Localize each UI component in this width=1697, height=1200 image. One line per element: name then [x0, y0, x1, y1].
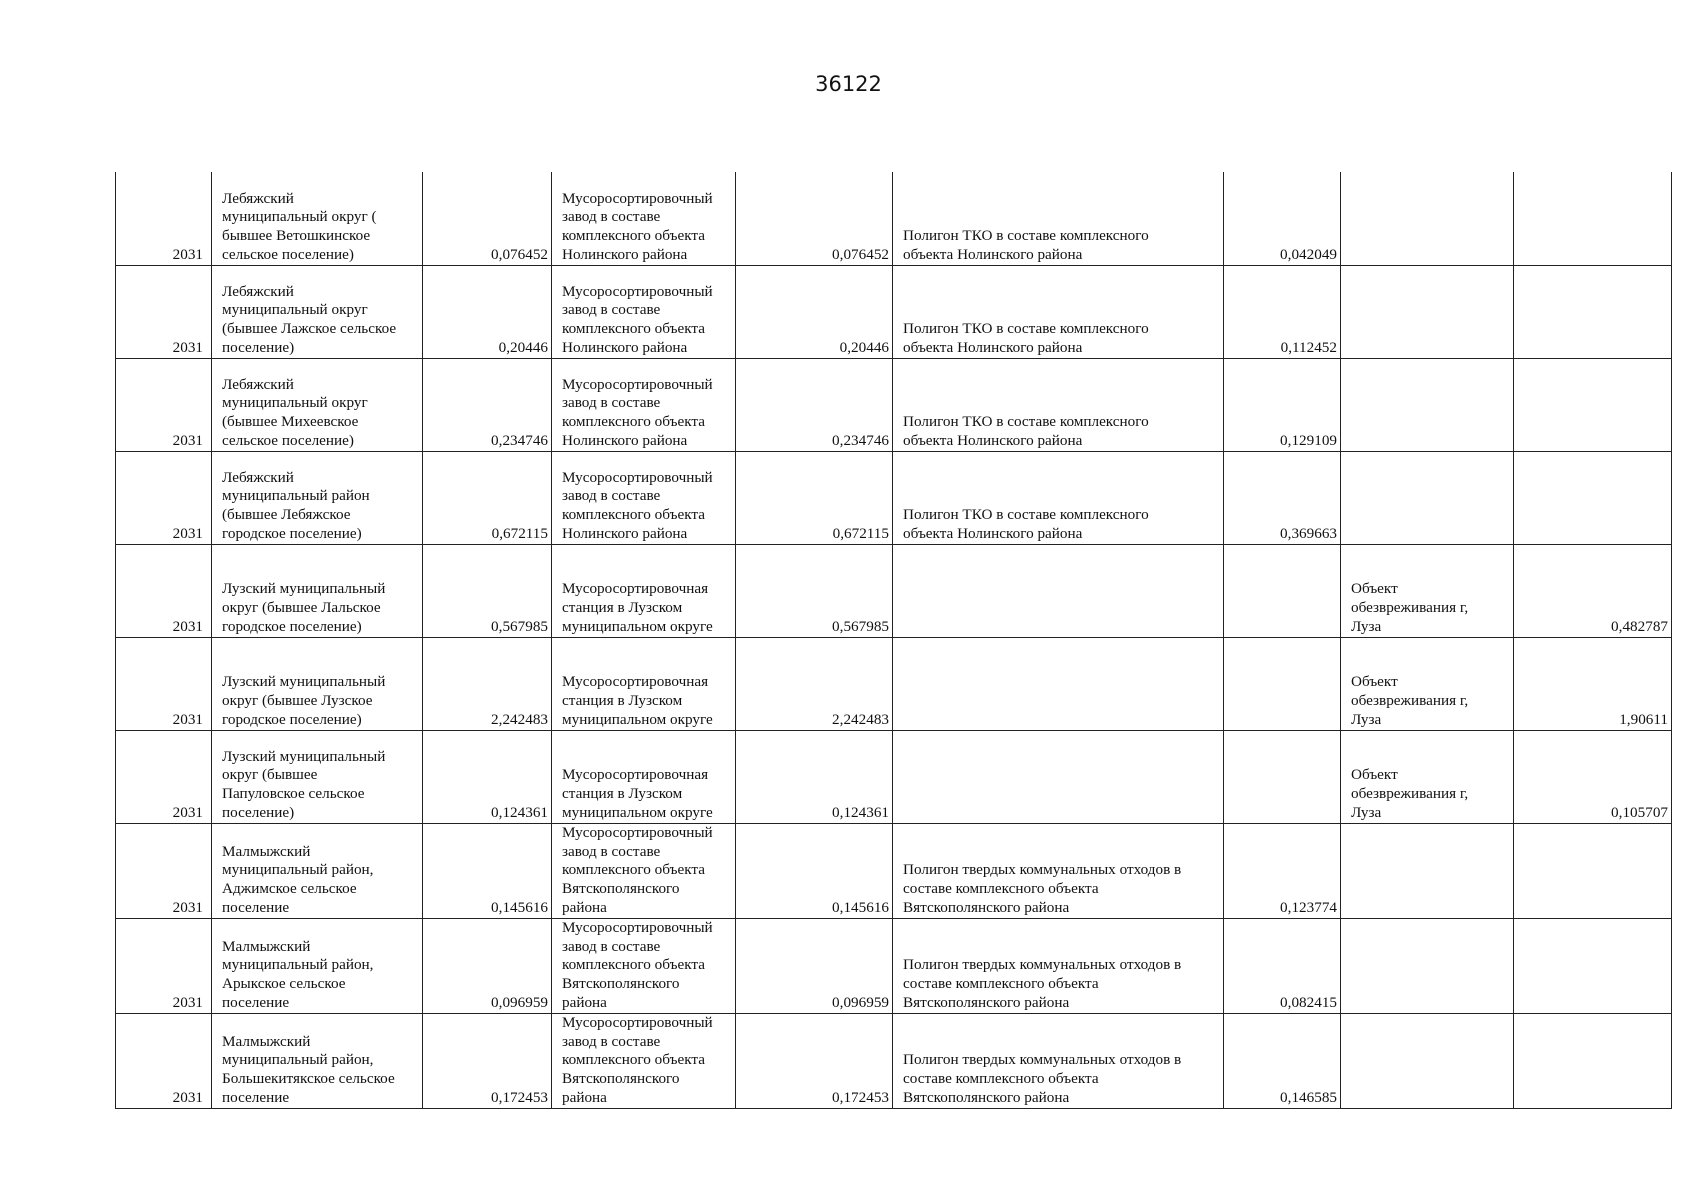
disposal-facility-cell: Полигон ТКО в составе комплексного объекта Нолинского района — [893, 265, 1224, 358]
disposal-facility-cell — [893, 637, 1224, 730]
neutralization-volume-cell — [1514, 265, 1672, 358]
disposal-volume-cell: 0,146585 — [1224, 1013, 1341, 1108]
neutralization-facility-cell — [1341, 358, 1514, 451]
neutralization-facility-cell — [1341, 172, 1514, 265]
sorting-facility-cell: Мусоросортировочный завод в составе комплексного объекта Вятскополянского района — [552, 918, 736, 1013]
disposal-volume-cell — [1224, 544, 1341, 637]
table-row — [116, 1013, 1672, 1108]
neutralization-facility-cell: Объект обезвреживания г, Луза — [1341, 730, 1514, 823]
neutralization-facility-cell: Объект обезвреживания г, Луза — [1341, 544, 1514, 637]
volume-cell: 0,124361 — [423, 730, 552, 823]
disposal-volume-cell: 0,042049 — [1224, 172, 1341, 265]
sorting-volume-cell: 0,124361 — [736, 730, 893, 823]
neutralization-volume-cell — [1514, 1013, 1672, 1108]
neutralization-volume-cell: 0,482787 — [1514, 544, 1672, 637]
sorting-volume-cell: 0,234746 — [736, 358, 893, 451]
volume-cell: 2,242483 — [423, 637, 552, 730]
disposal-facility-cell: Полигон твердых коммунальных отходов в составе комплексного объекта Вятскополянского района — [893, 1013, 1224, 1108]
volume-cell: 0,172453 — [423, 1013, 552, 1108]
table-row — [116, 544, 1672, 637]
table-row — [116, 823, 1672, 918]
disposal-facility-cell: Полигон ТКО в составе комплексного объекта Нолинского района — [893, 172, 1224, 265]
sorting-volume-cell: 0,076452 — [736, 172, 893, 265]
sorting-facility-cell: Мусоросортировочный завод в составе комплексного объекта Нолинского района — [552, 265, 736, 358]
table-row — [116, 451, 1672, 544]
territory-cell: Малмыжский муниципальный район, Большекитякское сельское поселение — [212, 1013, 423, 1108]
volume-cell: 0,567985 — [423, 544, 552, 637]
sorting-volume-cell: 0,096959 — [736, 918, 893, 1013]
sorting-volume-cell: 2,242483 — [736, 637, 893, 730]
neutralization-facility-cell — [1341, 918, 1514, 1013]
disposal-facility-cell — [893, 730, 1224, 823]
territory-cell: Малмыжский муниципальный район, Аджимское сельское поселение — [212, 823, 423, 918]
neutralization-volume-cell — [1514, 918, 1672, 1013]
table-row — [116, 265, 1672, 358]
year-cell: 2031 — [116, 451, 212, 544]
sorting-facility-cell: Мусоросортировочный завод в составе комплексного объекта Нолинского района — [552, 451, 736, 544]
sorting-facility-cell: Мусоросортировочный завод в составе комплексного объекта Нолинского района — [552, 172, 736, 265]
sorting-facility-cell: Мусоросортировочная станция в Лузском муниципальном округе — [552, 730, 736, 823]
volume-cell: 0,20446 — [423, 265, 552, 358]
volume-cell: 0,096959 — [423, 918, 552, 1013]
neutralization-facility-cell — [1341, 265, 1514, 358]
territory-cell: Лебяжский муниципальный округ (бывшее Михеевское сельское поселение) — [212, 358, 423, 451]
disposal-facility-cell — [893, 544, 1224, 637]
year-cell: 2031 — [116, 544, 212, 637]
disposal-volume-cell: 0,082415 — [1224, 918, 1341, 1013]
sorting-facility-cell: Мусоросортировочный завод в составе комплексного объекта Нолинского района — [552, 358, 736, 451]
disposal-facility-cell: Полигон твердых коммунальных отходов в составе комплексного объекта Вятскополянского района — [893, 823, 1224, 918]
territory-cell: Лебяжский муниципальный район (бывшее Лебяжское городское поселение) — [212, 451, 423, 544]
year-cell: 2031 — [116, 172, 212, 265]
sorting-facility-cell: Мусоросортировочный завод в составе комплексного объекта Вятскополянского района — [552, 823, 736, 918]
disposal-volume-cell: 0,112452 — [1224, 265, 1341, 358]
table-body — [116, 172, 1672, 1108]
year-cell: 2031 — [116, 1013, 212, 1108]
year-cell: 2031 — [116, 637, 212, 730]
sorting-facility-cell: Мусоросортировочная станция в Лузском муниципальном округе — [552, 637, 736, 730]
disposal-facility-cell: Полигон ТКО в составе комплексного объекта Нолинского района — [893, 451, 1224, 544]
sorting-facility-cell: Мусоросортировочная станция в Лузском муниципальном округе — [552, 544, 736, 637]
volume-cell: 0,076452 — [423, 172, 552, 265]
sorting-volume-cell: 0,172453 — [736, 1013, 893, 1108]
table-row — [116, 358, 1672, 451]
disposal-volume-cell — [1224, 730, 1341, 823]
neutralization-volume-cell — [1514, 451, 1672, 544]
neutralization-volume-cell: 0,105707 — [1514, 730, 1672, 823]
disposal-volume-cell: 0,123774 — [1224, 823, 1341, 918]
sorting-volume-cell: 0,145616 — [736, 823, 893, 918]
sorting-volume-cell: 0,20446 — [736, 265, 893, 358]
year-cell: 2031 — [116, 265, 212, 358]
disposal-volume-cell: 0,369663 — [1224, 451, 1341, 544]
volume-cell: 0,234746 — [423, 358, 552, 451]
volume-cell: 0,672115 — [423, 451, 552, 544]
page-number: 36122 — [815, 72, 882, 96]
territory-cell: Лузский муниципальный округ (бывшее Лальское городское поселение) — [212, 544, 423, 637]
sorting-volume-cell: 0,567985 — [736, 544, 893, 637]
neutralization-facility-cell — [1341, 823, 1514, 918]
sorting-facility-cell: Мусоросортировочный завод в составе комплексного объекта Вятскополянского района — [552, 1013, 736, 1108]
neutralization-facility-cell — [1341, 451, 1514, 544]
disposal-volume-cell: 0,129109 — [1224, 358, 1341, 451]
disposal-facility-cell: Полигон твердых коммунальных отходов в составе комплексного объекта Вятскополянского района — [893, 918, 1224, 1013]
year-cell: 2031 — [116, 358, 212, 451]
table-row — [116, 637, 1672, 730]
territory-cell: Лузский муниципальный округ (бывшее Папуловское сельское поселение) — [212, 730, 423, 823]
year-cell: 2031 — [116, 823, 212, 918]
territory-cell: Лузский муниципальный округ (бывшее Лузское городское поселение) — [212, 637, 423, 730]
table-row — [116, 918, 1672, 1013]
disposal-volume-cell — [1224, 637, 1341, 730]
neutralization-facility-cell: Объект обезвреживания г, Луза — [1341, 637, 1514, 730]
neutralization-volume-cell — [1514, 172, 1672, 265]
territory-cell: Лебяжский муниципальный округ ( бывшее Ветошкинское сельское поселение) — [212, 172, 423, 265]
neutralization-volume-cell — [1514, 823, 1672, 918]
neutralization-volume-cell: 1,90611 — [1514, 637, 1672, 730]
volume-cell: 0,145616 — [423, 823, 552, 918]
table-row — [116, 172, 1672, 265]
sorting-volume-cell: 0,672115 — [736, 451, 893, 544]
territory-cell: Лебяжский муниципальный округ (бывшее Лажское сельское поселение) — [212, 265, 423, 358]
table-row — [116, 730, 1672, 823]
disposal-facility-cell: Полигон ТКО в составе комплексного объекта Нолинского района — [893, 358, 1224, 451]
neutralization-volume-cell — [1514, 358, 1672, 451]
year-cell: 2031 — [116, 918, 212, 1013]
year-cell: 2031 — [116, 730, 212, 823]
territory-cell: Малмыжский муниципальный район, Арыкское сельское поселение — [212, 918, 423, 1013]
waste-flow-table — [115, 172, 1672, 1109]
neutralization-facility-cell — [1341, 1013, 1514, 1108]
